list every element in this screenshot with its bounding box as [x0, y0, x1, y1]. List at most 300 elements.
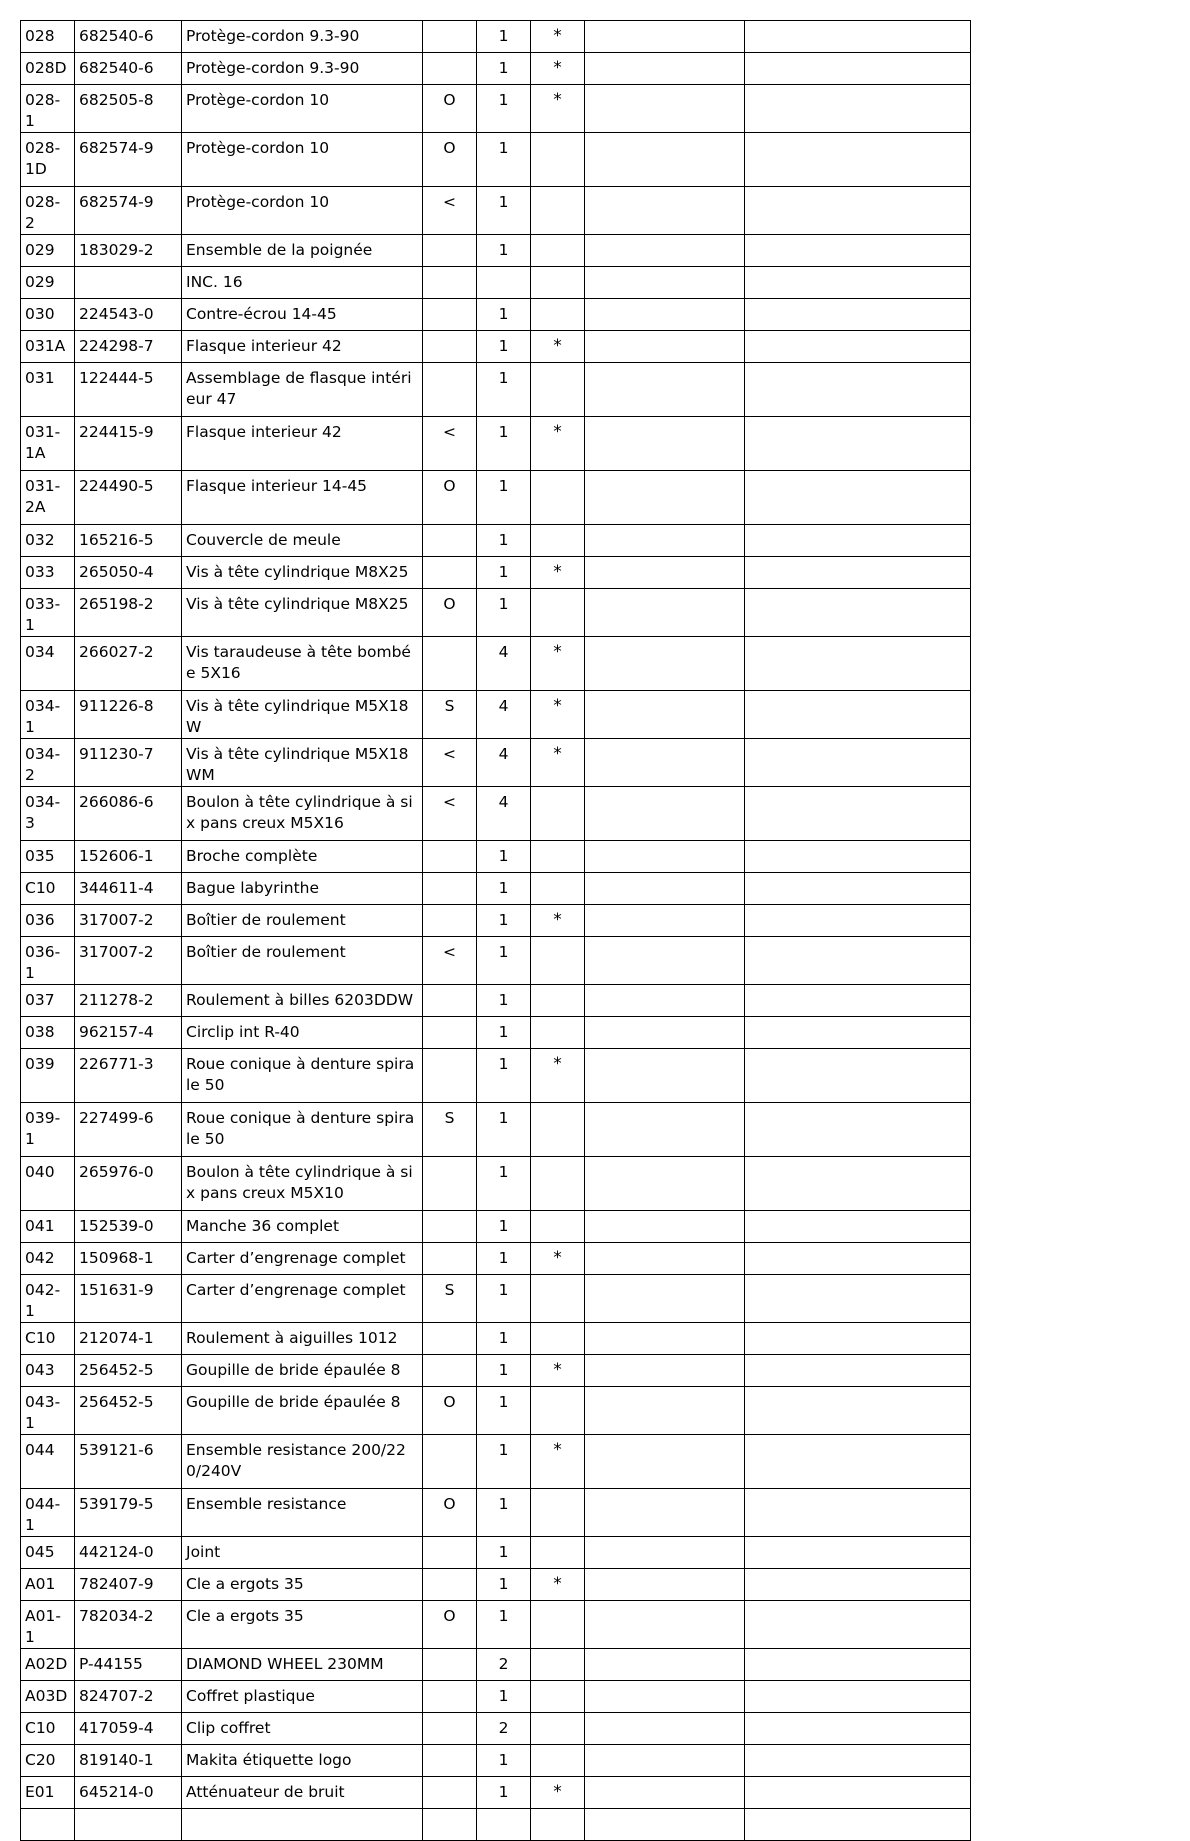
- item-number-cell: 030: [21, 299, 75, 331]
- mark-cell: *: [531, 637, 585, 691]
- part-number-cell: 962157-4: [75, 1017, 182, 1049]
- part-number-cell: P-44155: [75, 1649, 182, 1681]
- blank-cell: [745, 417, 971, 471]
- table-row: [21, 905, 971, 937]
- item-number-cell: 034-3: [21, 787, 75, 841]
- mark-cell: [531, 1323, 585, 1355]
- blank-cell: [745, 1713, 971, 1745]
- mark-cell: [531, 589, 585, 637]
- table-row: [21, 1355, 971, 1387]
- table-row: [21, 1103, 971, 1157]
- blank-cell: [585, 187, 745, 235]
- mark-cell: *: [531, 691, 585, 739]
- change-code-cell: O: [423, 1489, 477, 1537]
- table-row: [21, 787, 971, 841]
- table-row: [21, 525, 971, 557]
- description-cell: Protège-cordon 10: [182, 85, 423, 133]
- mark-cell: [531, 787, 585, 841]
- quantity-cell: 1: [477, 1569, 531, 1601]
- mark-cell: *: [531, 1569, 585, 1601]
- mark-cell: [531, 471, 585, 525]
- description-cell: Protège-cordon 10: [182, 133, 423, 187]
- quantity-cell: 1: [477, 905, 531, 937]
- part-number-cell: 165216-5: [75, 525, 182, 557]
- part-number-cell: 152606-1: [75, 841, 182, 873]
- quantity-cell: 2: [477, 1713, 531, 1745]
- blank-cell: [585, 1489, 745, 1537]
- description-cell: Couvercle de meule: [182, 525, 423, 557]
- blank-cell: [745, 235, 971, 267]
- part-number-cell: 212074-1: [75, 1323, 182, 1355]
- mark-cell: *: [531, 331, 585, 363]
- mark-cell: [531, 1745, 585, 1777]
- change-code-cell: [423, 557, 477, 589]
- item-number-cell: 029: [21, 267, 75, 299]
- change-code-cell: [423, 363, 477, 417]
- change-code-cell: S: [423, 1275, 477, 1323]
- item-number-cell: 044: [21, 1435, 75, 1489]
- part-number-cell: 911230-7: [75, 739, 182, 787]
- change-code-cell: [423, 1355, 477, 1387]
- item-number-cell: 043-1: [21, 1387, 75, 1435]
- quantity-cell: 1: [477, 1049, 531, 1103]
- description-cell: Carter d’engrenage complet: [182, 1243, 423, 1275]
- blank-cell: [585, 985, 745, 1017]
- quantity-cell: [477, 1809, 531, 1841]
- part-number-cell: 344611-4: [75, 873, 182, 905]
- part-number-cell: 183029-2: [75, 235, 182, 267]
- blank-cell: [745, 787, 971, 841]
- item-number-cell: 037: [21, 985, 75, 1017]
- description-cell: Vis à tête cylindrique M8X25: [182, 557, 423, 589]
- blank-cell: [745, 1435, 971, 1489]
- change-code-cell: [423, 1017, 477, 1049]
- blank-cell: [585, 873, 745, 905]
- quantity-cell: 1: [477, 471, 531, 525]
- change-code-cell: [423, 1681, 477, 1713]
- item-number-cell: C10: [21, 1713, 75, 1745]
- description-cell: Broche complète: [182, 841, 423, 873]
- part-number-cell: 224298-7: [75, 331, 182, 363]
- part-number-cell: 152539-0: [75, 1211, 182, 1243]
- mark-cell: [531, 985, 585, 1017]
- mark-cell: [531, 187, 585, 235]
- part-number-cell: 265050-4: [75, 557, 182, 589]
- part-number-cell: 682574-9: [75, 187, 182, 235]
- change-code-cell: [423, 331, 477, 363]
- part-number-cell: 682574-9: [75, 133, 182, 187]
- table-row: [21, 85, 971, 133]
- blank-cell: [585, 133, 745, 187]
- item-number-cell: E01: [21, 1777, 75, 1809]
- blank-cell: [585, 331, 745, 363]
- item-number-cell: 031-2A: [21, 471, 75, 525]
- blank-cell: [745, 1103, 971, 1157]
- description-cell: Cle a ergots 35: [182, 1601, 423, 1649]
- blank-cell: [585, 1157, 745, 1211]
- blank-cell: [745, 187, 971, 235]
- blank-cell: [745, 1387, 971, 1435]
- table-row: [21, 1323, 971, 1355]
- description-cell: Roue conique à denture spirale 50: [182, 1103, 423, 1157]
- item-number-cell: 039-1: [21, 1103, 75, 1157]
- part-number-cell: 266086-6: [75, 787, 182, 841]
- mark-cell: [531, 1601, 585, 1649]
- item-number-cell: 042-1: [21, 1275, 75, 1323]
- description-cell: Flasque interieur 42: [182, 417, 423, 471]
- blank-cell: [585, 1745, 745, 1777]
- description-cell: Ensemble de la poignée: [182, 235, 423, 267]
- table-row: [21, 1387, 971, 1435]
- description-cell: Flasque interieur 42: [182, 331, 423, 363]
- mark-cell: [531, 299, 585, 331]
- blank-cell: [585, 937, 745, 985]
- table-row: [21, 1017, 971, 1049]
- part-number-cell: 265976-0: [75, 1157, 182, 1211]
- table-row: [21, 53, 971, 85]
- blank-cell: [585, 1355, 745, 1387]
- description-cell: Ensemble resistance 200/220/240V: [182, 1435, 423, 1489]
- table-row: [21, 1049, 971, 1103]
- mark-cell: *: [531, 1355, 585, 1387]
- change-code-cell: [423, 1211, 477, 1243]
- description-cell: Roulement à aiguilles 1012: [182, 1323, 423, 1355]
- quantity-cell: 1: [477, 1275, 531, 1323]
- blank-cell: [745, 1745, 971, 1777]
- mark-cell: [531, 1649, 585, 1681]
- table-row: [21, 363, 971, 417]
- change-code-cell: <: [423, 739, 477, 787]
- table-row: [21, 873, 971, 905]
- table-row: [21, 1211, 971, 1243]
- blank-cell: [585, 363, 745, 417]
- description-cell: Carter d’engrenage complet: [182, 1275, 423, 1323]
- description-cell: DIAMOND WHEEL 230MM: [182, 1649, 423, 1681]
- quantity-cell: 1: [477, 1435, 531, 1489]
- change-code-cell: [423, 637, 477, 691]
- blank-cell: [745, 905, 971, 937]
- parts-list-sheet: [20, 20, 970, 1841]
- change-code-cell: [423, 841, 477, 873]
- mark-cell: [531, 525, 585, 557]
- part-number-cell: 256452-5: [75, 1355, 182, 1387]
- blank-cell: [745, 53, 971, 85]
- blank-cell: [585, 1809, 745, 1841]
- quantity-cell: 1: [477, 299, 531, 331]
- quantity-cell: 1: [477, 1243, 531, 1275]
- description-cell: Vis à tête cylindrique M5X18 WM: [182, 739, 423, 787]
- description-cell: Vis taraudeuse à tête bombée 5X16: [182, 637, 423, 691]
- blank-cell: [585, 417, 745, 471]
- change-code-cell: [423, 1713, 477, 1745]
- table-row: [21, 471, 971, 525]
- blank-cell: [745, 1537, 971, 1569]
- blank-cell: [745, 525, 971, 557]
- mark-cell: *: [531, 21, 585, 53]
- quantity-cell: 1: [477, 985, 531, 1017]
- mark-cell: *: [531, 1049, 585, 1103]
- change-code-cell: [423, 1537, 477, 1569]
- part-number-cell: 227499-6: [75, 1103, 182, 1157]
- table-row: [21, 133, 971, 187]
- blank-cell: [585, 235, 745, 267]
- blank-cell: [585, 471, 745, 525]
- blank-cell: [585, 53, 745, 85]
- mark-cell: *: [531, 53, 585, 85]
- quantity-cell: 1: [477, 1681, 531, 1713]
- description-cell: Goupille de bride épaulée 8: [182, 1355, 423, 1387]
- part-number-cell: 782034-2: [75, 1601, 182, 1649]
- description-cell: Cle a ergots 35: [182, 1569, 423, 1601]
- item-number-cell: 040: [21, 1157, 75, 1211]
- blank-cell: [745, 937, 971, 985]
- item-number-cell: 034: [21, 637, 75, 691]
- item-number-cell: 028: [21, 21, 75, 53]
- table-row: [21, 985, 971, 1017]
- blank-cell: [585, 1211, 745, 1243]
- blank-cell: [745, 873, 971, 905]
- table-row: [21, 841, 971, 873]
- quantity-cell: 1: [477, 331, 531, 363]
- blank-cell: [745, 1355, 971, 1387]
- part-number-cell: 224415-9: [75, 417, 182, 471]
- part-number-cell: 211278-2: [75, 985, 182, 1017]
- blank-cell: [745, 363, 971, 417]
- quantity-cell: 1: [477, 235, 531, 267]
- item-number-cell: 044-1: [21, 1489, 75, 1537]
- mark-cell: *: [531, 417, 585, 471]
- quantity-cell: 2: [477, 1649, 531, 1681]
- table-row: [21, 739, 971, 787]
- description-cell: Makita étiquette logo: [182, 1745, 423, 1777]
- blank-cell: [585, 1049, 745, 1103]
- change-code-cell: <: [423, 187, 477, 235]
- table-row: [21, 1157, 971, 1211]
- description-cell: Bague labyrinthe: [182, 873, 423, 905]
- change-code-cell: O: [423, 1387, 477, 1435]
- change-code-cell: S: [423, 691, 477, 739]
- item-number-cell: 034-1: [21, 691, 75, 739]
- part-number-cell: 539121-6: [75, 1435, 182, 1489]
- blank-cell: [745, 1681, 971, 1713]
- part-number-cell: 224490-5: [75, 471, 182, 525]
- description-cell: Ensemble resistance: [182, 1489, 423, 1537]
- item-number-cell: 028D: [21, 53, 75, 85]
- blank-cell: [585, 841, 745, 873]
- item-number-cell: [21, 1809, 75, 1841]
- table-row: [21, 235, 971, 267]
- description-cell: Joint: [182, 1537, 423, 1569]
- table-row: [21, 267, 971, 299]
- blank-cell: [585, 1017, 745, 1049]
- description-cell: Goupille de bride épaulée 8: [182, 1387, 423, 1435]
- blank-cell: [745, 1211, 971, 1243]
- blank-cell: [745, 1243, 971, 1275]
- part-number-cell: [75, 1809, 182, 1841]
- change-code-cell: [423, 1049, 477, 1103]
- description-cell: Assemblage de flasque intérieur 47: [182, 363, 423, 417]
- table-row: [21, 589, 971, 637]
- change-code-cell: [423, 1435, 477, 1489]
- quantity-cell: 1: [477, 1323, 531, 1355]
- blank-cell: [585, 1387, 745, 1435]
- part-number-cell: 782407-9: [75, 1569, 182, 1601]
- blank-cell: [585, 1103, 745, 1157]
- table-row: [21, 691, 971, 739]
- description-cell: Contre-écrou 14-45: [182, 299, 423, 331]
- table-row: [21, 1489, 971, 1537]
- blank-cell: [745, 1157, 971, 1211]
- change-code-cell: <: [423, 787, 477, 841]
- item-number-cell: 031-1A: [21, 417, 75, 471]
- blank-cell: [585, 905, 745, 937]
- change-code-cell: [423, 53, 477, 85]
- item-number-cell: 029: [21, 235, 75, 267]
- item-number-cell: 036-1: [21, 937, 75, 985]
- part-number-cell: 150968-1: [75, 1243, 182, 1275]
- part-number-cell: 682540-6: [75, 21, 182, 53]
- item-number-cell: A01-1: [21, 1601, 75, 1649]
- part-number-cell: 226771-3: [75, 1049, 182, 1103]
- blank-cell: [745, 985, 971, 1017]
- description-cell: Coffret plastique: [182, 1681, 423, 1713]
- description-cell: Protège-cordon 10: [182, 187, 423, 235]
- change-code-cell: [423, 299, 477, 331]
- quantity-cell: [477, 267, 531, 299]
- blank-cell: [745, 557, 971, 589]
- item-number-cell: C10: [21, 1323, 75, 1355]
- mark-cell: [531, 267, 585, 299]
- part-number-cell: 911226-8: [75, 691, 182, 739]
- mark-cell: [531, 1275, 585, 1323]
- item-number-cell: 028-2: [21, 187, 75, 235]
- change-code-cell: S: [423, 1103, 477, 1157]
- change-code-cell: [423, 985, 477, 1017]
- blank-cell: [585, 1537, 745, 1569]
- parts-table-body: [21, 21, 971, 1841]
- blank-cell: [585, 299, 745, 331]
- item-number-cell: 042: [21, 1243, 75, 1275]
- quantity-cell: 1: [477, 1537, 531, 1569]
- quantity-cell: 1: [477, 589, 531, 637]
- table-row: [21, 1243, 971, 1275]
- quantity-cell: 1: [477, 53, 531, 85]
- item-number-cell: 039: [21, 1049, 75, 1103]
- blank-cell: [585, 1777, 745, 1809]
- description-cell: Circlip int R-40: [182, 1017, 423, 1049]
- quantity-cell: 1: [477, 1103, 531, 1157]
- blank-cell: [745, 739, 971, 787]
- item-number-cell: 028-1D: [21, 133, 75, 187]
- blank-cell: [585, 1323, 745, 1355]
- change-code-cell: <: [423, 417, 477, 471]
- blank-cell: [585, 21, 745, 53]
- table-row: [21, 937, 971, 985]
- mark-cell: [531, 1387, 585, 1435]
- table-row: [21, 1649, 971, 1681]
- blank-cell: [585, 787, 745, 841]
- quantity-cell: 1: [477, 1387, 531, 1435]
- change-code-cell: [423, 1157, 477, 1211]
- blank-cell: [745, 1569, 971, 1601]
- mark-cell: *: [531, 85, 585, 133]
- blank-cell: [745, 1601, 971, 1649]
- item-number-cell: 035: [21, 841, 75, 873]
- blank-cell: [745, 1017, 971, 1049]
- part-number-cell: [75, 267, 182, 299]
- description-cell: Vis à tête cylindrique M8X25: [182, 589, 423, 637]
- part-number-cell: 317007-2: [75, 905, 182, 937]
- blank-cell: [585, 1713, 745, 1745]
- blank-cell: [745, 1777, 971, 1809]
- quantity-cell: 1: [477, 363, 531, 417]
- quantity-cell: 1: [477, 85, 531, 133]
- table-row: [21, 1777, 971, 1809]
- blank-cell: [745, 1323, 971, 1355]
- quantity-cell: 4: [477, 637, 531, 691]
- blank-cell: [585, 1569, 745, 1601]
- description-cell: Clip coffret: [182, 1713, 423, 1745]
- part-number-cell: 539179-5: [75, 1489, 182, 1537]
- table-row: [21, 1435, 971, 1489]
- table-row: [21, 417, 971, 471]
- blank-cell: [585, 589, 745, 637]
- change-code-cell: [423, 525, 477, 557]
- part-number-cell: 265198-2: [75, 589, 182, 637]
- part-number-cell: 224543-0: [75, 299, 182, 331]
- mark-cell: *: [531, 905, 585, 937]
- blank-cell: [745, 331, 971, 363]
- description-cell: Boulon à tête cylindrique à six pans creux M5X10: [182, 1157, 423, 1211]
- change-code-cell: [423, 1243, 477, 1275]
- table-row: [21, 21, 971, 53]
- table-row: [21, 331, 971, 363]
- quantity-cell: 1: [477, 1777, 531, 1809]
- mark-cell: [531, 1681, 585, 1713]
- item-number-cell: 041: [21, 1211, 75, 1243]
- mark-cell: *: [531, 1243, 585, 1275]
- quantity-cell: 1: [477, 873, 531, 905]
- blank-cell: [585, 1601, 745, 1649]
- table-row: [21, 1275, 971, 1323]
- table-row: [21, 187, 971, 235]
- item-number-cell: A01: [21, 1569, 75, 1601]
- quantity-cell: 1: [477, 1157, 531, 1211]
- mark-cell: [531, 363, 585, 417]
- change-code-cell: [423, 235, 477, 267]
- item-number-cell: A03D: [21, 1681, 75, 1713]
- blank-cell: [585, 1243, 745, 1275]
- blank-cell: [745, 471, 971, 525]
- part-number-cell: 317007-2: [75, 937, 182, 985]
- blank-cell: [585, 557, 745, 589]
- quantity-cell: 1: [477, 133, 531, 187]
- mark-cell: [531, 937, 585, 985]
- item-number-cell: 031A: [21, 331, 75, 363]
- blank-cell: [745, 637, 971, 691]
- blank-cell: [585, 267, 745, 299]
- blank-cell: [585, 1275, 745, 1323]
- change-code-cell: [423, 1569, 477, 1601]
- blank-cell: [745, 1049, 971, 1103]
- table-row: [21, 1681, 971, 1713]
- item-number-cell: A02D: [21, 1649, 75, 1681]
- description-cell: Boîtier de roulement: [182, 905, 423, 937]
- change-code-cell: [423, 1649, 477, 1681]
- part-number-cell: 417059-4: [75, 1713, 182, 1745]
- blank-cell: [745, 1275, 971, 1323]
- table-row: [21, 637, 971, 691]
